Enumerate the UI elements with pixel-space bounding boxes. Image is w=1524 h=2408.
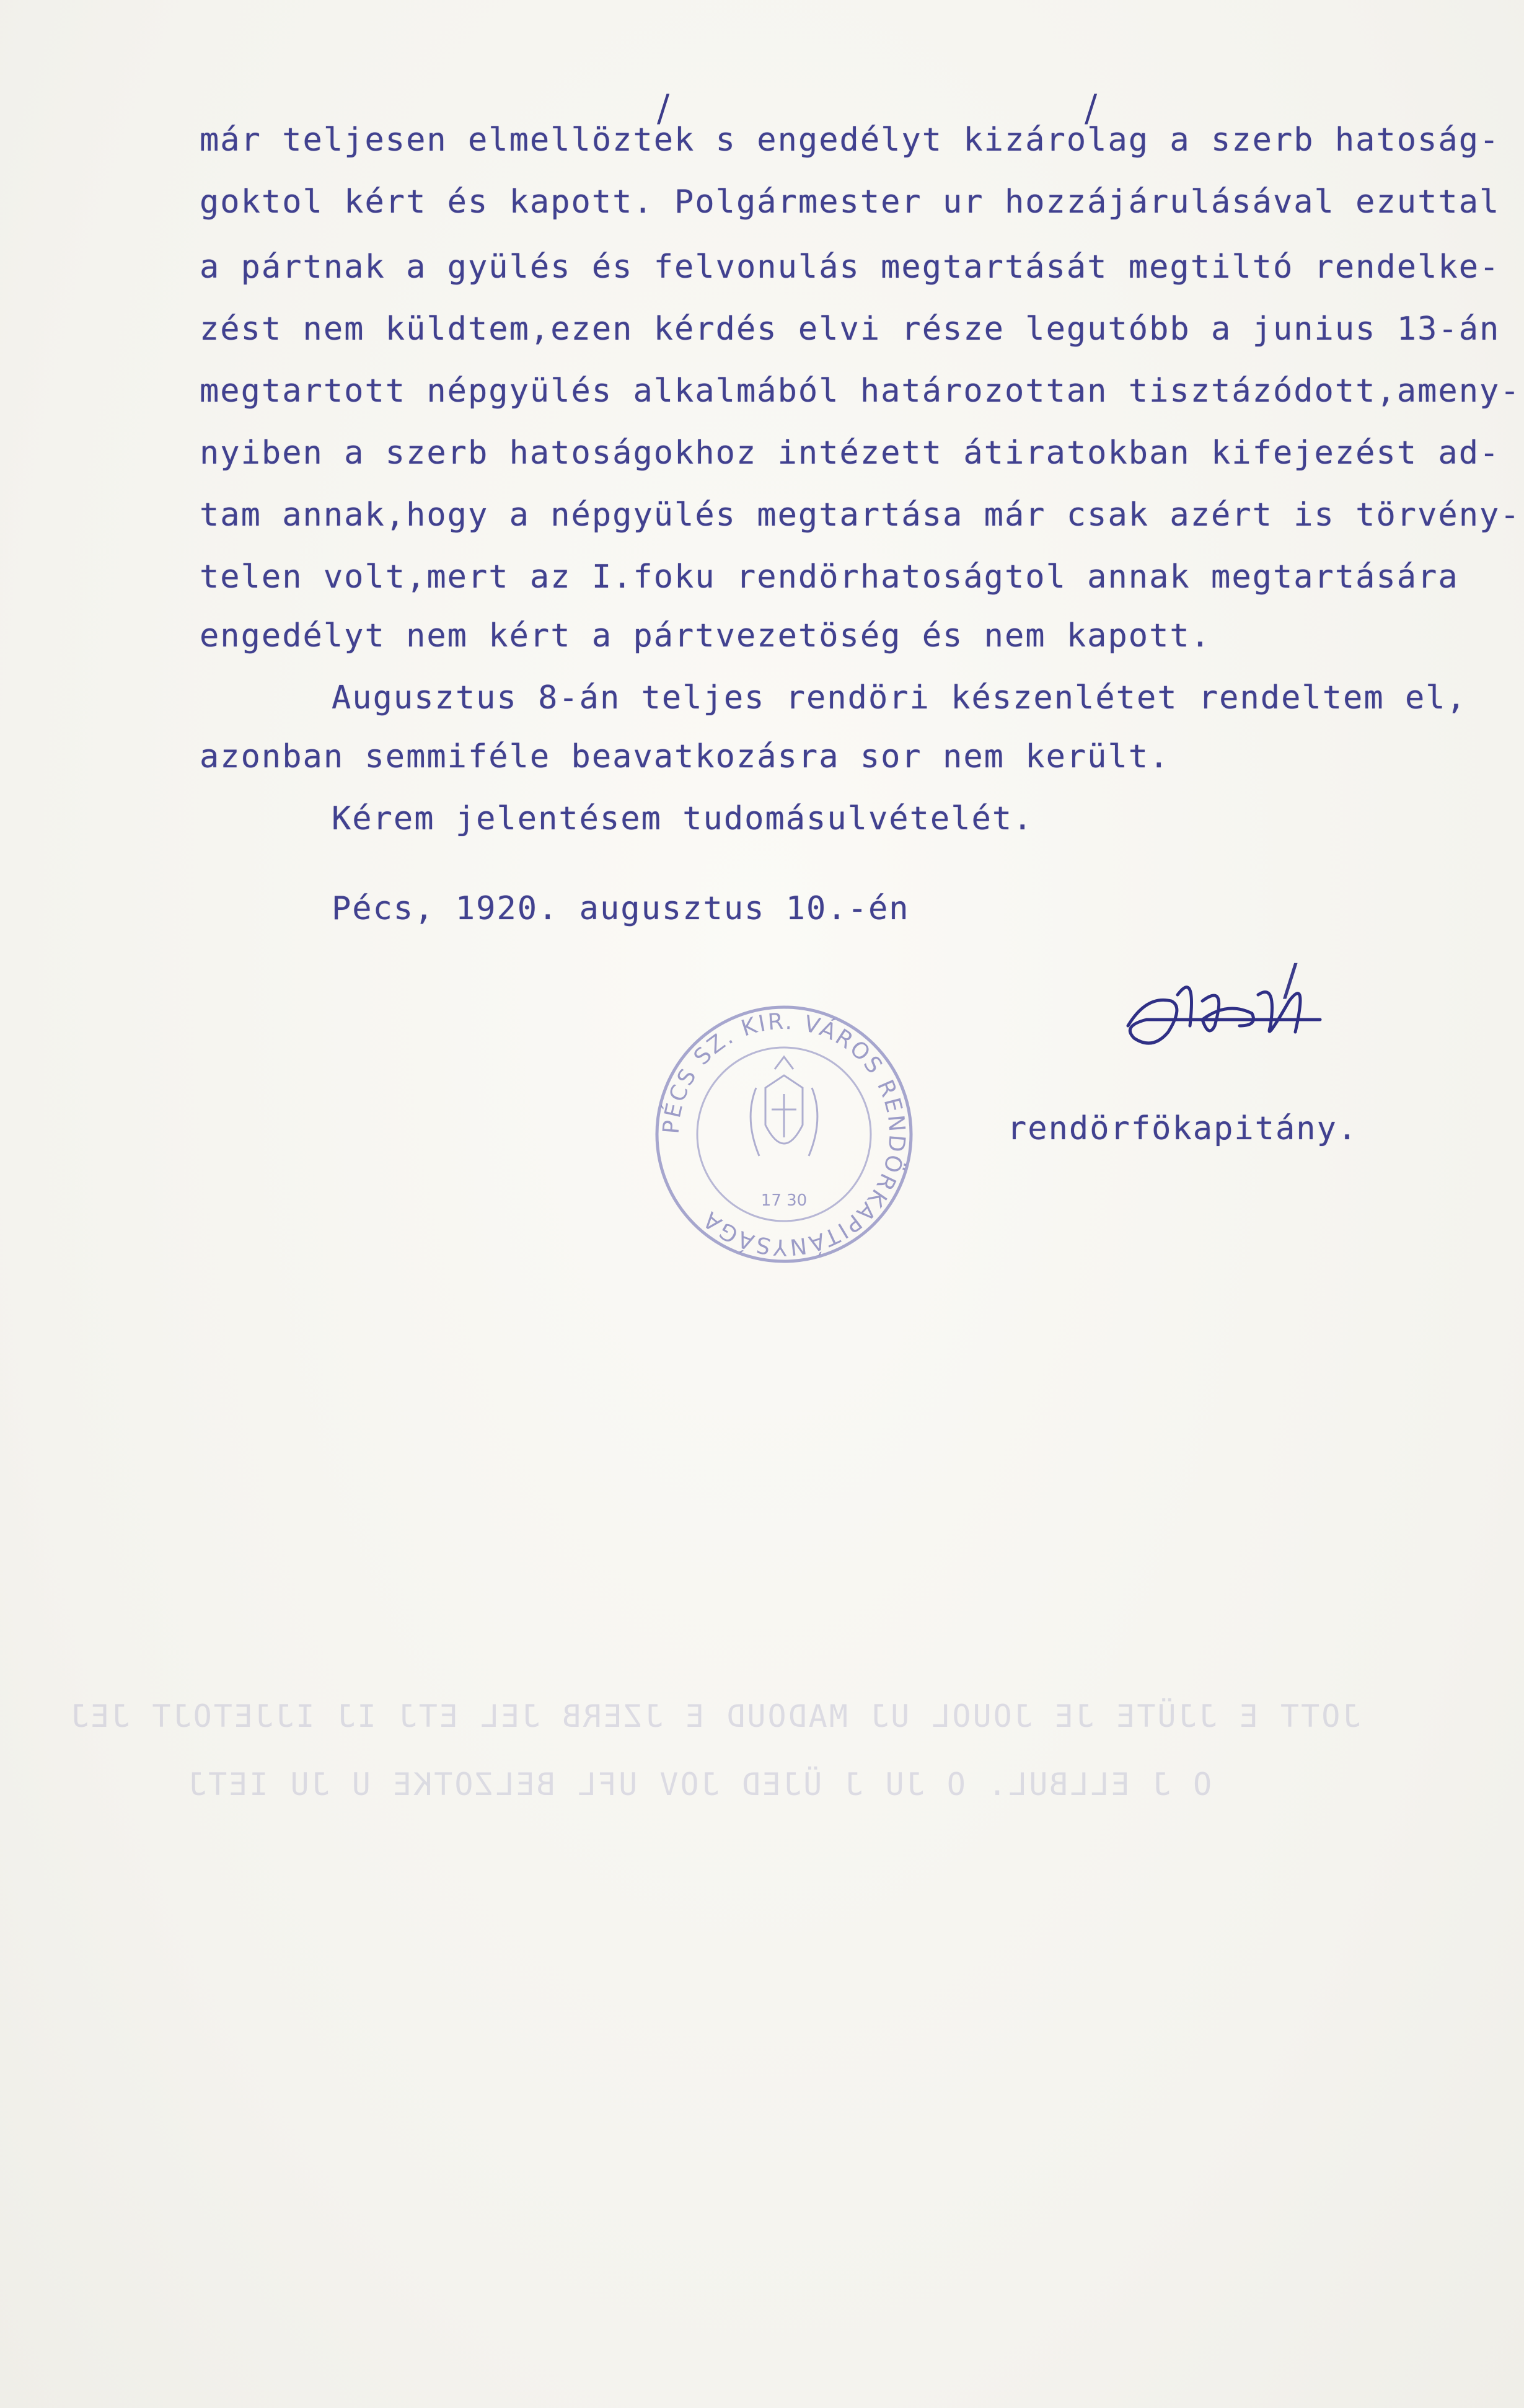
- body-line-5: megtartott népgyülés alkalmából határozottan tisztázódott,ameny-: [200, 373, 1521, 410]
- body-line-6: nyiben a szerb hatoságokhoz intézett átiratokban kifejezést ad-: [200, 434, 1500, 472]
- signature: [1109, 958, 1357, 1075]
- accent-mark: /: [657, 87, 670, 130]
- body-line-7: tam annak,hogy a népgyülés megtartása már csak azért is törvény-: [200, 496, 1521, 534]
- body-line-8: telen volt,mert az I.foku rendörhatoságtol annak megtartására: [200, 558, 1459, 596]
- signature-title: rendörfökapitány.: [1007, 1110, 1359, 1147]
- body-line-1: már teljesen elmellöztek s engedélyt kizárolag a szerb hatoság-: [200, 121, 1500, 159]
- accent-mark: /: [1283, 955, 1298, 1005]
- body-line-3: a pártnak a gyülés és felvonulás megtartását megtiltó rendelke-: [200, 249, 1500, 286]
- paragraph2-line-2: azonban semmiféle beavatkozásra sor nem került.: [200, 738, 1170, 775]
- accent-mark: /: [1085, 87, 1098, 130]
- official-stamp: [651, 1001, 917, 1268]
- body-line-2: goktol kért és kapott. Polgármester ur hozzájárulásával ezuttal: [200, 183, 1500, 221]
- coat-of-arms-icon: [751, 1057, 817, 1156]
- stamp-ring-text: PÉCS SZ. KIR. VÁROS RENDÖRKAPITÁNYSÁGA: [658, 1008, 910, 1260]
- paragraph2-line-1: Augusztus 8-án teljes rendöri készenlétet rendeltem el,: [332, 679, 1467, 717]
- date-line: Pécs, 1920. augusztus 10.-én: [332, 890, 910, 927]
- body-line-9: engedélyt nem kért a pártvezetöség és nem kapott.: [200, 617, 1212, 655]
- bleed-through-line-2: O J ELLBUL. O JU J ÜJED JOV UFL BELZOTKE U JU IETJ: [186, 1766, 1212, 1802]
- stamp-numbers: 17 30: [760, 1191, 808, 1210]
- body-line-4: zést nem küldtem,ezen kérdés elvi része legutóbb a junius 13-án: [200, 311, 1500, 348]
- request-line: Kérem jelentésem tudomásulvételét.: [332, 800, 1034, 837]
- bleed-through-line-1: JOTT E JJÜTE JE JOUOL UJ MADOUD E JZERB JEL ETJ IJ IJJETOJT JEJ: [68, 1698, 1361, 1734]
